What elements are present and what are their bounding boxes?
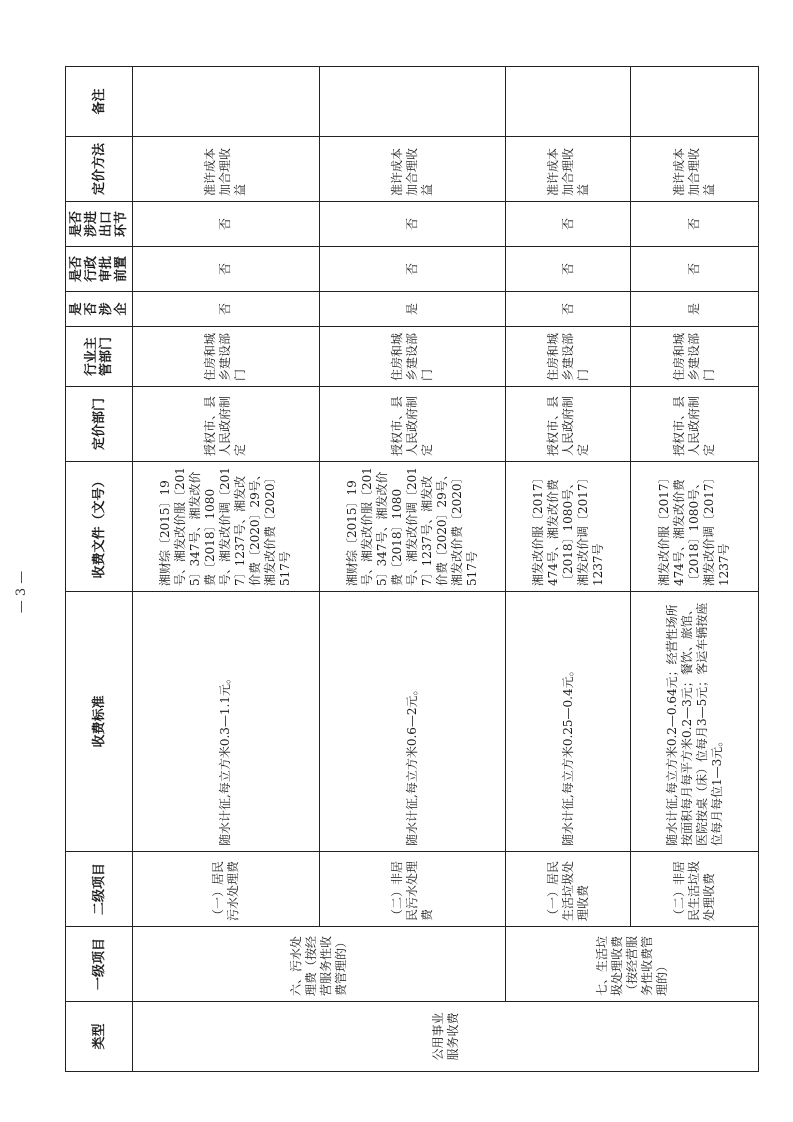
involves-enterprise-cell: 是 [631,292,759,327]
standard-cell: 随水计征,每立方米0.6—2元。 [319,592,506,852]
standard-cell: 随水计征,每立方米0.3—1.1元。 [133,592,320,852]
industry-dept-cell: 住房和城乡建设部门 [506,327,631,387]
admin-approval-cell: 否 [506,247,631,292]
remark-cell [631,67,759,137]
page-number: — 3 — [14,570,29,614]
header-category: 类型 [66,1002,133,1072]
import-export-cell: 否 [506,202,631,247]
level2-cell: （二）非居民污水处理费 [319,852,506,927]
standard-cell: 随水计征,每立方米0.25—0.4元。 [506,592,631,852]
industry-dept-cell: 住房和城乡建设部门 [631,327,759,387]
table-row [133,67,320,1072]
document-cell: 湘财综〔2015〕19号、湘发改价服〔2015〕347号、湘发改价费〔2018〕1080号、湘发改价调〔2017〕1237号、湘发改价费〔2020〕29号、湘发改价费〔2020〕517号 [319,462,506,592]
document-cell: 湘财综〔2015〕19号、湘发改价服〔2015〕347号、湘发改价费〔2018〕1080号、湘发改价调〔2017〕1237号、湘发改价费〔2020〕29号、湘发改价费〔2020〕517号 [133,462,320,592]
pricing-method-cell: 准许成本加合理收益 [133,137,320,202]
pricing-method-cell: 准许成本加合理收益 [631,137,759,202]
header-level2: 二级项目 [66,852,133,927]
admin-approval-cell: 否 [319,247,506,292]
header-involves-enterprise: 是否涉企 [66,292,133,327]
table-row [319,67,506,1072]
remark-cell [319,67,506,137]
table-row [506,67,631,1072]
involves-enterprise-cell: 否 [133,292,320,327]
level2-cell: （一）居民生活垃圾处理收费 [506,852,631,927]
import-export-cell: 否 [319,202,506,247]
fee-table [65,66,759,1072]
admin-approval-cell: 否 [631,247,759,292]
header-standard: 收费标准 [66,592,133,852]
header-row [66,67,133,1072]
table-row [631,67,759,1072]
category-cell: 公用事业服务收费 [133,1002,759,1072]
document-cell: 湘发改价服〔2017〕474号、湘发改价费〔2018〕1080号、湘发改价调〔2017〕1237号 [506,462,631,592]
pricing-method-cell: 准许成本加合理收益 [319,137,506,202]
import-export-cell: 否 [133,202,320,247]
admin-approval-cell: 否 [133,247,320,292]
header-industry-dept: 行业主管部门 [66,327,133,387]
standard-cell: 随水计征,每立方米0.2—0.64元；经营性场所按面积每月每平方米0.2—3元；餐饮、旅馆、医院按桌（床）位每月3—5元；客运车辆按座位每月每位1—3元。 [631,592,759,852]
level1-cell: 七、生活垃圾处理收费（按经营服务性收费管理的） [506,927,759,1002]
header-admin-approval: 是否行政审批前置 [66,247,133,292]
header-document: 收费文件（文号） [66,462,133,592]
remark-cell [133,67,320,137]
level1-cell: 六、污水处理费（按经营服务性收费管理的） [133,927,506,1002]
involves-enterprise-cell: 是 [319,292,506,327]
header-remark: 备注 [66,67,133,137]
involves-enterprise-cell: 否 [506,292,631,327]
pricing-method-cell: 准许成本加合理收益 [506,137,631,202]
level2-cell: （一）居民污水处理费 [133,852,320,927]
document-cell: 湘发改价服〔2017〕474号、湘发改价费〔2018〕1080号、湘发改价调〔2017〕1237号 [631,462,759,592]
pricing-dept-cell: 授权市、县人民政府制定 [506,387,631,462]
header-level1: 一级项目 [66,927,133,1002]
header-import-export: 是否涉进出口环节 [66,202,133,247]
industry-dept-cell: 住房和城乡建设部门 [133,327,320,387]
import-export-cell: 否 [631,202,759,247]
header-pricing-dept: 定价部门 [66,387,133,462]
pricing-dept-cell: 授权市、县人民政府制定 [133,387,320,462]
remark-cell [506,67,631,137]
level2-cell: （二）非居民生活垃圾处理收费 [631,852,759,927]
header-pricing-method: 定价方法 [66,137,133,202]
pricing-dept-cell: 授权市、县人民政府制定 [319,387,506,462]
industry-dept-cell: 住房和城乡建设部门 [319,327,506,387]
pricing-dept-cell: 授权市、县人民政府制定 [631,387,759,462]
